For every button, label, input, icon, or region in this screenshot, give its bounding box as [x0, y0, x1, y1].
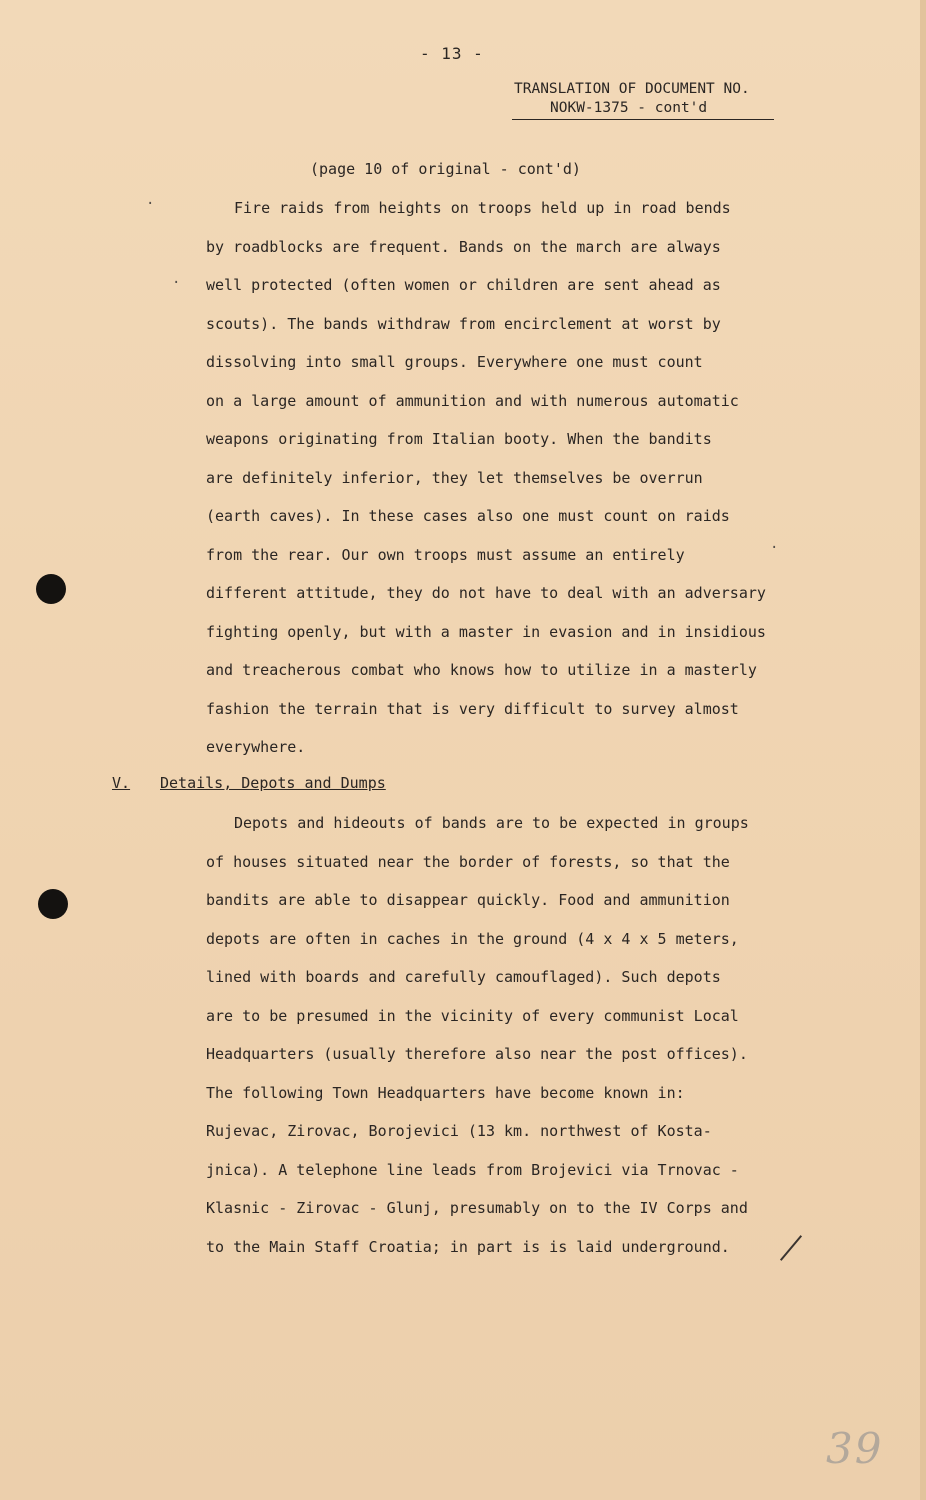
text-line: fighting openly, but with a master in evasion and in insidious [206, 622, 766, 641]
text-line: jnica). A telephone line leads from Brojevici via Trnovac - [206, 1160, 739, 1179]
text-line: depots are often in caches in the ground (4 x 4 x 5 meters, [206, 929, 739, 948]
text-line: are definitely inferior, they let themselves be overrun [206, 468, 703, 487]
paragraph-depots [206, 804, 806, 1266]
text-line: by roadblocks are frequent. Bands on the march are always [206, 237, 721, 256]
text-line: different attitude, they do not have to deal with an adversary [206, 584, 766, 602]
speck-mark: · [146, 196, 155, 212]
speck-mark: · [770, 540, 779, 556]
punch-hole [38, 889, 68, 919]
text-line: of houses situated near the border of forests, so that the [206, 852, 730, 871]
text-line: Rujevac, Zirovac, Borojevici (13 km. northwest of Kosta- [206, 1122, 712, 1140]
text-line: from the rear. Our own troops must assume an entirely [206, 545, 685, 564]
text-line: Depots and hideouts of bands are to be expected in groups [234, 814, 749, 832]
text-line: (earth caves). In these cases also one must count on raids [206, 507, 730, 525]
section-title: Details, Depots and Dumps [160, 774, 386, 792]
text-line: dissolving into small groups. Everywhere one must count [206, 353, 703, 371]
text-line: The following Town Headquarters have become known in: [206, 1083, 685, 1102]
text-line: bandits are able to disappear quickly. Food and ammunition [206, 891, 730, 909]
section-number: V. [112, 774, 131, 792]
text-line: Headquarters (usually therefore also near the post offices). [206, 1045, 748, 1063]
translation-header [512, 80, 774, 120]
section-heading [112, 774, 386, 792]
text-line: scouts). The bands withdraw from encirclement at worst by [206, 314, 721, 333]
text-line: Klasnic - Zirovac - Glunj, presumably on to the IV Corps and [206, 1199, 748, 1217]
text-line: lined with boards and carefully camouflaged). Such depots [206, 968, 721, 986]
text-line: everywhere. [206, 738, 306, 756]
page-number: - 13 - [420, 44, 484, 63]
text-line: to the Main Staff Croatia; in part is is laid underground. [206, 1237, 730, 1256]
text-line: weapons originating from Italian booty. When the bandits [206, 430, 712, 448]
punch-hole [36, 574, 66, 604]
paragraph-raids [206, 189, 806, 767]
text-line: and treacherous combat who knows how to utilize in a masterly [206, 661, 757, 679]
original-page-reference: (page 10 of original - cont'd) [310, 160, 581, 178]
document-number: NOKW-1375 - cont'd [512, 99, 774, 120]
text-line: fashion the terrain that is very difficult to survey almost [206, 699, 739, 718]
handwritten-page-number: 39 [826, 1424, 884, 1473]
text-line: are to be presumed in the vicinity of every communist Local [206, 1006, 739, 1025]
text-line: on a large amount of ammunition and with numerous automatic [206, 391, 739, 410]
text-line: well protected (often women or children are sent ahead as [206, 276, 721, 294]
translation-title: TRANSLATION OF DOCUMENT NO. [514, 81, 750, 97]
text-line: Fire raids from heights on troops held up in road bends [234, 199, 731, 217]
speck-mark: · [172, 275, 181, 291]
page-edge [920, 0, 926, 1500]
